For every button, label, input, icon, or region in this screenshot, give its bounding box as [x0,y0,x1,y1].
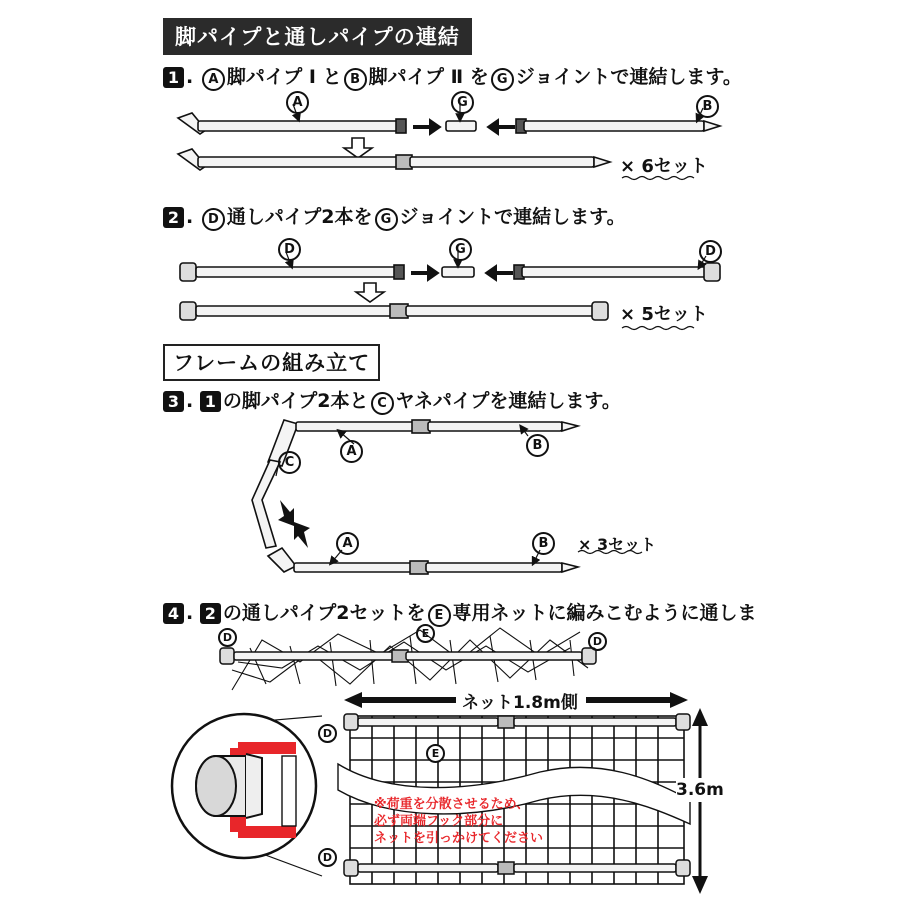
part-label: G [491,68,514,91]
step-text: 脚パイプ Ⅰ と [226,66,342,88]
arrow-down-icon [356,283,384,302]
step1-pipe-b [516,119,720,133]
label-g: G [449,91,476,114]
note-line: ※荷重を分散させるため、 [374,797,530,812]
step-dot: . [186,602,194,624]
part-label: A [202,68,225,91]
label-d: D [586,630,609,651]
step-text: ジョイントで連結します。 [399,206,626,228]
step-ref-number: 1 [200,391,221,412]
step-text: の脚パイプ2本と [222,390,369,412]
note-line: 必ず両端フック部分に [374,814,504,829]
step-text: 脚パイプ Ⅱ を [368,66,489,88]
net-width-label: ネット1.8m側 [458,688,582,713]
part-label: D [202,208,225,231]
part-label: B [344,68,367,91]
step1-pipe-assembled [178,149,610,170]
step-text: の通しパイプ2セットを [222,602,426,624]
step-2-instruction [163,202,626,231]
label-d: D [316,846,339,867]
arrow-down-icon [344,138,372,158]
step-text: 通しパイプ2本を [226,206,373,228]
label-a: A [284,91,311,114]
label-b: B [530,532,557,555]
step-dot: . [186,66,194,88]
label-d: D [316,722,339,743]
net-height-label: 3.6m [676,780,724,800]
step-text: 専用ネットに編みこむように通しま [452,602,757,624]
label-d: D [216,626,239,647]
step1-quantity: × 6セット [620,156,708,177]
label-d: D [276,238,303,261]
step-number: 3 [163,391,184,412]
label-c: C [276,451,303,474]
hook-detail-zoom [172,714,322,876]
step-number: 2 [163,207,184,228]
arrow-right-icon [414,120,440,134]
arrow-left-icon [488,120,514,134]
step2-joint-g [442,267,474,277]
step2-pipe-assembled [180,302,608,320]
label-a: A [338,440,365,463]
part-label: E [428,604,451,627]
step2-pipe-d-left [180,263,404,281]
label-b: B [694,95,721,118]
label-e: E [414,622,437,643]
part-label: G [375,208,398,231]
step-number: 1 [163,67,184,88]
step2-pipe-d-right [514,263,720,281]
step1-pipe-a [178,113,406,134]
load-distribution-note [374,796,543,847]
step-text: ヤネパイプを連結します。 [395,390,621,412]
arrow-diagonal-icon [278,500,294,526]
label-d: D [697,240,724,263]
net-pipe-bottom [344,860,690,876]
arrow-left-icon [486,266,512,280]
step-number: 4 [163,603,184,624]
label-e: E [424,742,447,763]
section-title-pipe-connection: 脚パイプと通しパイプの連結 [163,18,472,55]
step1-joint-g [446,121,476,131]
note-line: ネットを引っかけてください [374,831,544,846]
step-ref-number: 2 [200,603,221,624]
step2-quantity: × 5セット [620,304,708,325]
part-label: C [371,392,394,415]
section-title-frame-assembly: フレームの組み立て [163,344,380,381]
label-b: B [524,434,551,457]
step3-quantity: × 3セット [578,535,657,554]
step-3-instruction [163,386,621,415]
label-g: G [447,238,474,261]
arrow-diagonal-icon [294,522,310,548]
step-dot: . [186,390,194,412]
step-4-instruction [163,598,757,627]
step-text: ジョイントで連結します。 [515,66,742,88]
label-a: A [334,532,361,555]
step-dot: . [186,206,194,228]
arrow-right-icon [412,266,438,280]
